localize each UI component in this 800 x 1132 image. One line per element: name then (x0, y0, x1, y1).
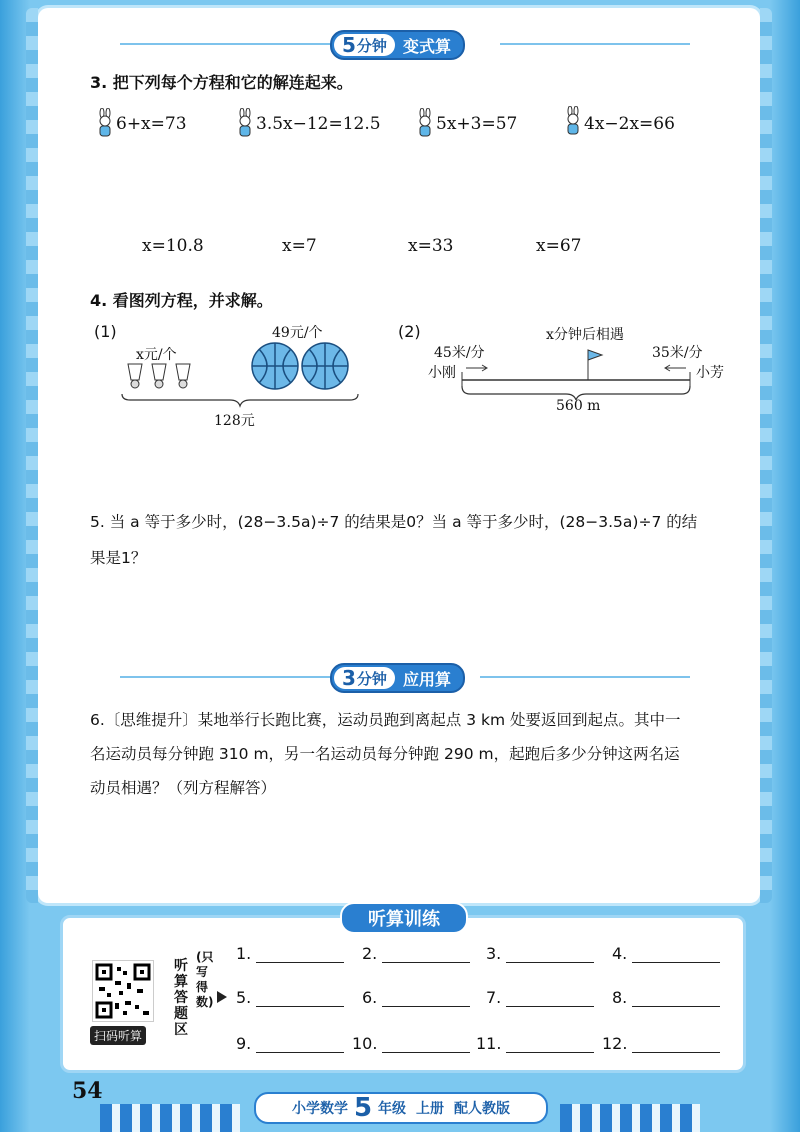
answer-slot-7[interactable] (506, 1006, 594, 1007)
answer-slot-number: 6. (362, 988, 378, 1007)
bunny-icon (414, 108, 436, 140)
answer-slot-number: 4. (612, 944, 628, 963)
section-divider-left (120, 43, 330, 45)
basketball-price: 49元/个 (272, 325, 323, 341)
section-divider-right (480, 676, 690, 678)
question-5-line2: 果是1？ (90, 549, 147, 567)
section-divider-left (120, 676, 330, 678)
answer-slot-number: 3. (486, 944, 502, 963)
answer-slot-number: 2. (362, 944, 378, 963)
basketball-icons (250, 340, 350, 392)
qr-scan-label: 扫码听算 (90, 1026, 146, 1045)
equation-2: 3.5x−12=12.5 (256, 114, 381, 134)
question-4-title: 4. 看图列方程，并求解。 (90, 291, 273, 310)
xiaofang-name: 小芳 (696, 365, 724, 381)
footer-tab-decoration (100, 1104, 240, 1132)
listening-panel (60, 915, 746, 1073)
bunny-icon (94, 108, 116, 140)
answer-slot-number: 8. (612, 988, 628, 1007)
answer-slot-number: 1. (236, 944, 252, 963)
answer-slot-6[interactable] (382, 1006, 470, 1007)
section-time: 5 分钟 (334, 34, 395, 56)
meeting-diagram (456, 344, 696, 400)
solution-3: x=33 (408, 236, 454, 256)
answer-slot-1[interactable] (256, 962, 344, 963)
total-brace (120, 392, 360, 408)
answer-slot-2[interactable] (382, 962, 470, 963)
answer-slot-number: 7. (486, 988, 502, 1007)
solution-1: x=10.8 (142, 236, 204, 256)
solution-2: x=7 (282, 236, 317, 256)
meet-time-label: x分钟后相遇 (546, 327, 624, 343)
equation-4: 4x−2x=66 (584, 114, 675, 134)
worksheet-paper (38, 8, 760, 903)
section-name: 应用算 (402, 669, 451, 689)
total-price: 128元 (214, 413, 255, 429)
question-6-line2: 名运动员每分钟跑 310 m，另一名运动员每分钟跑 290 m，起跑后多少分钟这两名运 (90, 745, 680, 763)
answer-area-label: 听算答题区 (174, 958, 188, 1038)
qr-code-icon[interactable] (92, 960, 154, 1022)
answer-slot-3[interactable] (506, 962, 594, 963)
answer-slot-number: 5. (236, 988, 252, 1007)
answer-slot-11[interactable] (506, 1052, 594, 1053)
footer-grade-number: 5 (353, 1093, 373, 1123)
equation-3: 5x+3=57 (436, 114, 518, 134)
footer-grade: 年级 (378, 1101, 407, 1117)
q4-part2-label: (2) (398, 322, 421, 341)
section-header-yingyong (330, 663, 465, 693)
footer-tab-decoration (560, 1104, 700, 1132)
question-3-title: 3. 把下列每个方程和它的解连起来。 (90, 73, 353, 92)
solution-4: x=67 (536, 236, 582, 256)
answer-slot-12[interactable] (632, 1052, 720, 1053)
answer-area-note: (只写得数) (196, 950, 214, 1009)
total-distance: 560 m (556, 398, 601, 414)
bunny-icon (234, 108, 256, 140)
footer-volume: 上册 (416, 1101, 445, 1117)
footer-book-info (254, 1092, 548, 1124)
answer-slot-number: 11. (476, 1034, 502, 1053)
question-6-line3: 动员相遇？（列方程解答） (90, 779, 277, 797)
triangle-right-icon (216, 990, 228, 1004)
footer-edition: 配人教版 (454, 1101, 511, 1117)
equation-1: 6+x=73 (116, 114, 187, 134)
q4-part1-label: (1) (94, 322, 117, 341)
shuttlecock-price: x元/个 (136, 347, 177, 363)
answer-slot-4[interactable] (632, 962, 720, 963)
section-time: 3 分钟 (334, 667, 395, 689)
answer-slot-9[interactable] (256, 1052, 344, 1053)
section-name: 变式算 (402, 36, 451, 56)
answer-slot-number: 12. (602, 1034, 628, 1053)
shuttlecock-icons (122, 360, 202, 390)
bunny-icon (562, 106, 584, 138)
listening-title: 听算训练 (340, 902, 468, 934)
answer-slot-number: 10. (352, 1034, 378, 1053)
answer-slot-10[interactable] (382, 1052, 470, 1053)
answer-slot-5[interactable] (256, 1006, 344, 1007)
answer-slot-number: 9. (236, 1034, 252, 1053)
question-5-line1: 5. 当 a 等于多少时，(28−3.5a)÷7 的结果是0？当 a 等于多少时，(28−3.5a)÷7 的结 (90, 513, 698, 531)
footer-subject: 小学数学 (291, 1101, 348, 1117)
xiaogang-name: 小刚 (428, 365, 456, 381)
page-number: 54 (72, 1078, 103, 1104)
xiaogang-speed: 45米/分 (434, 345, 485, 361)
answer-slot-8[interactable] (632, 1006, 720, 1007)
question-6-line1: 6.〔思维提升〕某地举行长跑比赛，运动员跑到离起点 3 km 处要返回到起点。其中一 (90, 711, 681, 729)
section-header-bianshi (330, 30, 465, 60)
xiaofang-speed: 35米/分 (652, 345, 703, 361)
section-divider-right (500, 43, 690, 45)
